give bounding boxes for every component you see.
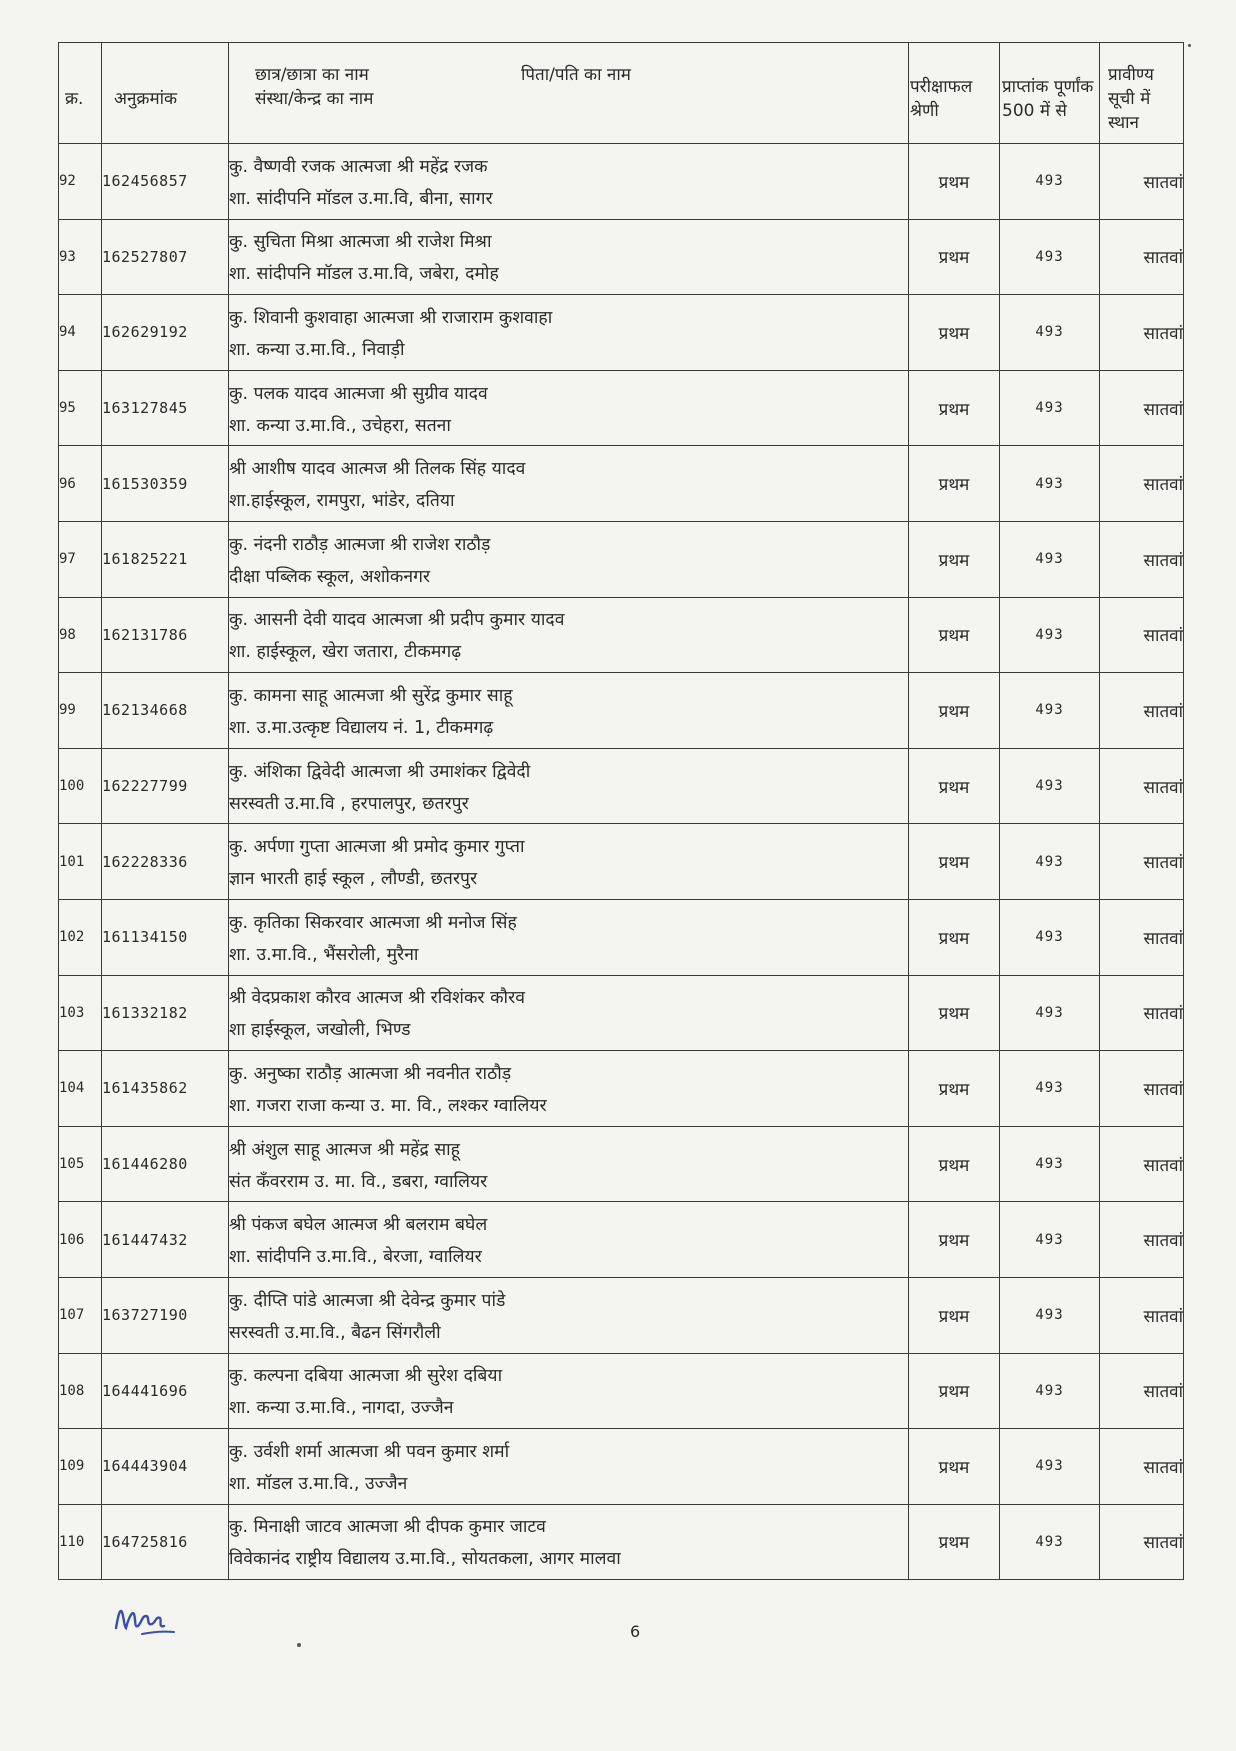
marks-obtained: 493 <box>1000 1504 1100 1580</box>
table-row <box>59 1202 1184 1278</box>
marks-obtained: 493 <box>1000 597 1100 673</box>
marks-obtained: 493 <box>1000 446 1100 522</box>
header-marks: प्राप्तांक पूर्णांक 500 में से <box>1000 43 1100 144</box>
merit-rank: सातवां <box>1100 1126 1184 1202</box>
student-name: कु. कामना साहू आत्मजा श्री सुरेंद्र कुमार साहू <box>229 685 513 706</box>
serial-number: 96 <box>59 446 102 522</box>
student-name: कु. आसनी देवी यादव आत्मजा श्री प्रदीप कुमार यादव <box>229 610 565 631</box>
student-info <box>229 1504 909 1580</box>
student-info <box>229 1277 909 1353</box>
merit-rank: सातवां <box>1100 521 1184 597</box>
merit-rank: सातवां <box>1100 1277 1184 1353</box>
result-division: प्रथम <box>909 446 1000 522</box>
marks-obtained: 493 <box>1000 295 1100 371</box>
merit-rank: सातवां <box>1100 1504 1184 1580</box>
roll-number: 164441696 <box>102 1353 229 1429</box>
page-number: 6 <box>630 1622 641 1641</box>
school-name: शा. सांदीपनि उ.मा.वि., बेरजा, ग्वालियर <box>229 1247 482 1268</box>
marks-obtained: 493 <box>1000 1277 1100 1353</box>
roll-number: 162134668 <box>102 673 229 749</box>
merit-rank: सातवां <box>1100 1353 1184 1429</box>
table-row <box>59 1126 1184 1202</box>
serial-number: 109 <box>59 1429 102 1505</box>
header-name-institution <box>229 43 909 144</box>
table-row <box>59 295 1184 371</box>
roll-number: 161530359 <box>102 446 229 522</box>
student-info <box>229 219 909 295</box>
signature <box>112 1598 192 1642</box>
roll-number: 161134150 <box>102 899 229 975</box>
student-info <box>229 1051 909 1127</box>
student-info <box>229 899 909 975</box>
roll-number: 161435862 <box>102 1051 229 1127</box>
student-name: कु. अनुष्का राठौड़ आत्मजा श्री नवनीत राठौड़ <box>229 1063 512 1084</box>
merit-rank: सातवां <box>1100 446 1184 522</box>
student-name: कु. नंदनी राठौड़ आत्मजा श्री राजेश राठौड़ <box>229 534 491 555</box>
table-row <box>59 597 1184 673</box>
student-name: कु. उर्वशी शर्मा आत्मजा श्री पवन कुमार शर्मा <box>229 1441 510 1462</box>
result-division: प्रथम <box>909 295 1000 371</box>
table-row <box>59 899 1184 975</box>
student-info <box>229 975 909 1051</box>
result-division: प्रथम <box>909 521 1000 597</box>
header-serial: क्र. <box>59 43 102 144</box>
roll-number: 164725816 <box>102 1504 229 1580</box>
marks-obtained: 493 <box>1000 521 1100 597</box>
school-name: विवेकानंद राष्ट्रीय विद्यालय उ.मा.वि., सोयतकला, आगर मालवा <box>229 1549 621 1570</box>
serial-number: 103 <box>59 975 102 1051</box>
result-division: प्रथम <box>909 824 1000 900</box>
school-name: शा. सांदीपनि मॉडल उ.मा.वि, बीना, सागर <box>229 188 493 209</box>
header-father-name: पिता/पति का नाम <box>521 65 631 85</box>
student-name: कु. अंशिका द्विवेदी आत्मजा श्री उमाशंकर द्विवेदी <box>229 761 531 782</box>
merit-rank: सातवां <box>1100 597 1184 673</box>
table-row <box>59 748 1184 824</box>
table-header <box>59 43 1184 144</box>
school-name: शा. कन्या उ.मा.वि., नागदा, उज्जैन <box>229 1398 454 1419</box>
roll-number: 161825221 <box>102 521 229 597</box>
roll-number: 164443904 <box>102 1429 229 1505</box>
serial-number: 105 <box>59 1126 102 1202</box>
result-division: प्रथम <box>909 975 1000 1051</box>
ink-speck <box>297 1643 301 1647</box>
serial-number: 93 <box>59 219 102 295</box>
merit-rank: सातवां <box>1100 219 1184 295</box>
serial-number: 101 <box>59 824 102 900</box>
merit-rank: सातवां <box>1100 899 1184 975</box>
result-division: प्रथम <box>909 219 1000 295</box>
marks-obtained: 493 <box>1000 219 1100 295</box>
merit-rank: सातवां <box>1100 1202 1184 1278</box>
ink-speck <box>1188 44 1191 47</box>
serial-number: 98 <box>59 597 102 673</box>
school-name: शा. उ.मा.वि., भैंसरोली, मुरैना <box>229 944 419 965</box>
marks-obtained: 493 <box>1000 1353 1100 1429</box>
school-name: सरस्वती उ.मा.वि., बैढन सिंगरौली <box>229 1322 441 1343</box>
marks-obtained: 493 <box>1000 899 1100 975</box>
serial-number: 95 <box>59 370 102 446</box>
student-name: कु. कल्पना दबिया आत्मजा श्री सुरेश दबिया <box>229 1366 503 1387</box>
roll-number: 162527807 <box>102 219 229 295</box>
serial-number: 100 <box>59 748 102 824</box>
serial-number: 99 <box>59 673 102 749</box>
header-institution: संस्था/केन्द्र का नाम <box>255 89 374 109</box>
student-info <box>229 1353 909 1429</box>
roll-number: 162227799 <box>102 748 229 824</box>
school-name: शा. कन्या उ.मा.वि., निवाड़ी <box>229 339 405 360</box>
serial-number: 97 <box>59 521 102 597</box>
merit-rank: सातवां <box>1100 144 1184 220</box>
table-row <box>59 824 1184 900</box>
student-name: कु. कृतिका सिकरवार आत्मजा श्री मनोज सिंह <box>229 912 517 933</box>
student-info <box>229 1202 909 1278</box>
result-division: प्रथम <box>909 1504 1000 1580</box>
result-division: प्रथम <box>909 370 1000 446</box>
merit-list-table <box>58 42 1184 1580</box>
header-merit-rank: प्रावीण्य सूची में स्थान <box>1100 43 1184 144</box>
school-name: शा. कन्या उ.मा.वि., उचेहरा, सतना <box>229 415 451 436</box>
result-division: प्रथम <box>909 144 1000 220</box>
student-name: कु. वैष्णवी रजक आत्मजा श्री महेंद्र रजक <box>229 156 488 177</box>
table-body <box>59 144 1184 1580</box>
student-info <box>229 521 909 597</box>
header-roll-no: अनुक्रमांक <box>102 43 229 144</box>
merit-rank: सातवां <box>1100 824 1184 900</box>
roll-number: 163127845 <box>102 370 229 446</box>
table-row <box>59 673 1184 749</box>
marks-obtained: 493 <box>1000 824 1100 900</box>
result-division: प्रथम <box>909 899 1000 975</box>
student-info <box>229 824 909 900</box>
school-name: सरस्वती उ.मा.वि , हरपालपुर, छतरपुर <box>229 793 469 814</box>
roll-number: 161332182 <box>102 975 229 1051</box>
student-name: श्री वेदप्रकाश कौरव आत्मज श्री रविशंकर कौरव <box>229 988 525 1009</box>
marks-obtained: 493 <box>1000 1051 1100 1127</box>
school-name: शा. सांदीपनि मॉडल उ.मा.वि, जबेरा, दमोह <box>229 264 499 285</box>
merit-rank: सातवां <box>1100 748 1184 824</box>
header-student-name: छात्र/छात्रा का नाम <box>255 65 369 85</box>
roll-number: 162228336 <box>102 824 229 900</box>
result-division: प्रथम <box>909 673 1000 749</box>
marks-obtained: 493 <box>1000 748 1100 824</box>
student-info <box>229 144 909 220</box>
table-row <box>59 219 1184 295</box>
student-info <box>229 1429 909 1505</box>
student-name: कु. सुचिता मिश्रा आत्मजा श्री राजेश मिश्रा <box>229 232 492 253</box>
table-row <box>59 1277 1184 1353</box>
school-name: दीक्षा पब्लिक स्कूल, अशोकनगर <box>229 566 431 587</box>
marks-obtained: 493 <box>1000 370 1100 446</box>
school-name: शा हाईस्कूल, जखोली, भिण्ड <box>229 1020 411 1041</box>
roll-number: 161447432 <box>102 1202 229 1278</box>
result-division: प्रथम <box>909 1277 1000 1353</box>
marks-obtained: 493 <box>1000 673 1100 749</box>
student-name: श्री पंकज बघेल आत्मज श्री बलराम बघेल <box>229 1215 488 1236</box>
student-name: कु. पलक यादव आत्मजा श्री सुग्रीव यादव <box>229 383 488 404</box>
table-row <box>59 370 1184 446</box>
roll-number: 162456857 <box>102 144 229 220</box>
serial-number: 104 <box>59 1051 102 1127</box>
student-info <box>229 295 909 371</box>
marks-obtained: 493 <box>1000 1429 1100 1505</box>
school-name: ज्ञान भारती हाई स्कूल , लौण्डी, छतरपुर <box>229 869 478 890</box>
student-info <box>229 446 909 522</box>
roll-number: 161446280 <box>102 1126 229 1202</box>
student-name: श्री अंशुल साहू आत्मज श्री महेंद्र साहू <box>229 1139 460 1160</box>
serial-number: 110 <box>59 1504 102 1580</box>
table-row <box>59 1504 1184 1580</box>
merit-rank: सातवां <box>1100 1429 1184 1505</box>
school-name: शा.हाईस्कूल, रामपुरा, भांडेर, दतिया <box>229 491 455 512</box>
school-name: शा. गजरा राजा कन्या उ. मा. वि., लश्कर ग्वालियर <box>229 1095 547 1116</box>
marks-obtained: 493 <box>1000 975 1100 1051</box>
serial-number: 108 <box>59 1353 102 1429</box>
merit-rank: सातवां <box>1100 673 1184 749</box>
result-division: प्रथम <box>909 1429 1000 1505</box>
merit-rank: सातवां <box>1100 370 1184 446</box>
student-name: कु. मिनाक्षी जाटव आत्मजा श्री दीपक कुमार जाटव <box>229 1517 546 1538</box>
roll-number: 163727190 <box>102 1277 229 1353</box>
table-row <box>59 144 1184 220</box>
merit-rank: सातवां <box>1100 295 1184 371</box>
student-info <box>229 673 909 749</box>
school-name: शा. हाईस्कूल, खेरा जतारा, टीकमगढ़ <box>229 642 462 663</box>
table-row <box>59 1051 1184 1127</box>
merit-rank: सातवां <box>1100 975 1184 1051</box>
serial-number: 106 <box>59 1202 102 1278</box>
student-info <box>229 597 909 673</box>
result-division: प्रथम <box>909 1353 1000 1429</box>
result-division: प्रथम <box>909 1051 1000 1127</box>
roll-number: 162629192 <box>102 295 229 371</box>
student-info <box>229 748 909 824</box>
table-row <box>59 521 1184 597</box>
serial-number: 102 <box>59 899 102 975</box>
student-name: कु. अर्पणा गुप्ता आत्मजा श्री प्रमोद कुमार गुप्ता <box>229 837 525 858</box>
header-result-division: परीक्षाफल श्रेणी <box>909 43 1000 144</box>
school-name: शा. उ.मा.उत्कृष्ट विद्यालय नं. 1, टीकमगढ़ <box>229 717 494 738</box>
serial-number: 92 <box>59 144 102 220</box>
marks-obtained: 493 <box>1000 144 1100 220</box>
result-division: प्रथम <box>909 748 1000 824</box>
student-name: श्री आशीष यादव आत्मज श्री तिलक सिंह यादव <box>229 459 526 480</box>
table-row <box>59 446 1184 522</box>
result-division: प्रथम <box>909 597 1000 673</box>
student-info <box>229 1126 909 1202</box>
student-info <box>229 370 909 446</box>
table-row <box>59 1353 1184 1429</box>
student-name: कु. शिवानी कुशवाहा आत्मजा श्री राजाराम कुशवाहा <box>229 307 553 328</box>
school-name: संत कँवरराम उ. मा. वि., डबरा, ग्वालियर <box>229 1171 488 1192</box>
result-division: प्रथम <box>909 1126 1000 1202</box>
result-division: प्रथम <box>909 1202 1000 1278</box>
serial-number: 94 <box>59 295 102 371</box>
merit-rank: सातवां <box>1100 1051 1184 1127</box>
roll-number: 162131786 <box>102 597 229 673</box>
serial-number: 107 <box>59 1277 102 1353</box>
marks-obtained: 493 <box>1000 1202 1100 1278</box>
marks-obtained: 493 <box>1000 1126 1100 1202</box>
table-row <box>59 975 1184 1051</box>
school-name: शा. मॉडल उ.मा.वि., उज्जैन <box>229 1473 408 1494</box>
student-name: कु. दीप्ति पांडे आत्मजा श्री देवेन्द्र कुमार पांडे <box>229 1290 506 1311</box>
table-row <box>59 1429 1184 1505</box>
